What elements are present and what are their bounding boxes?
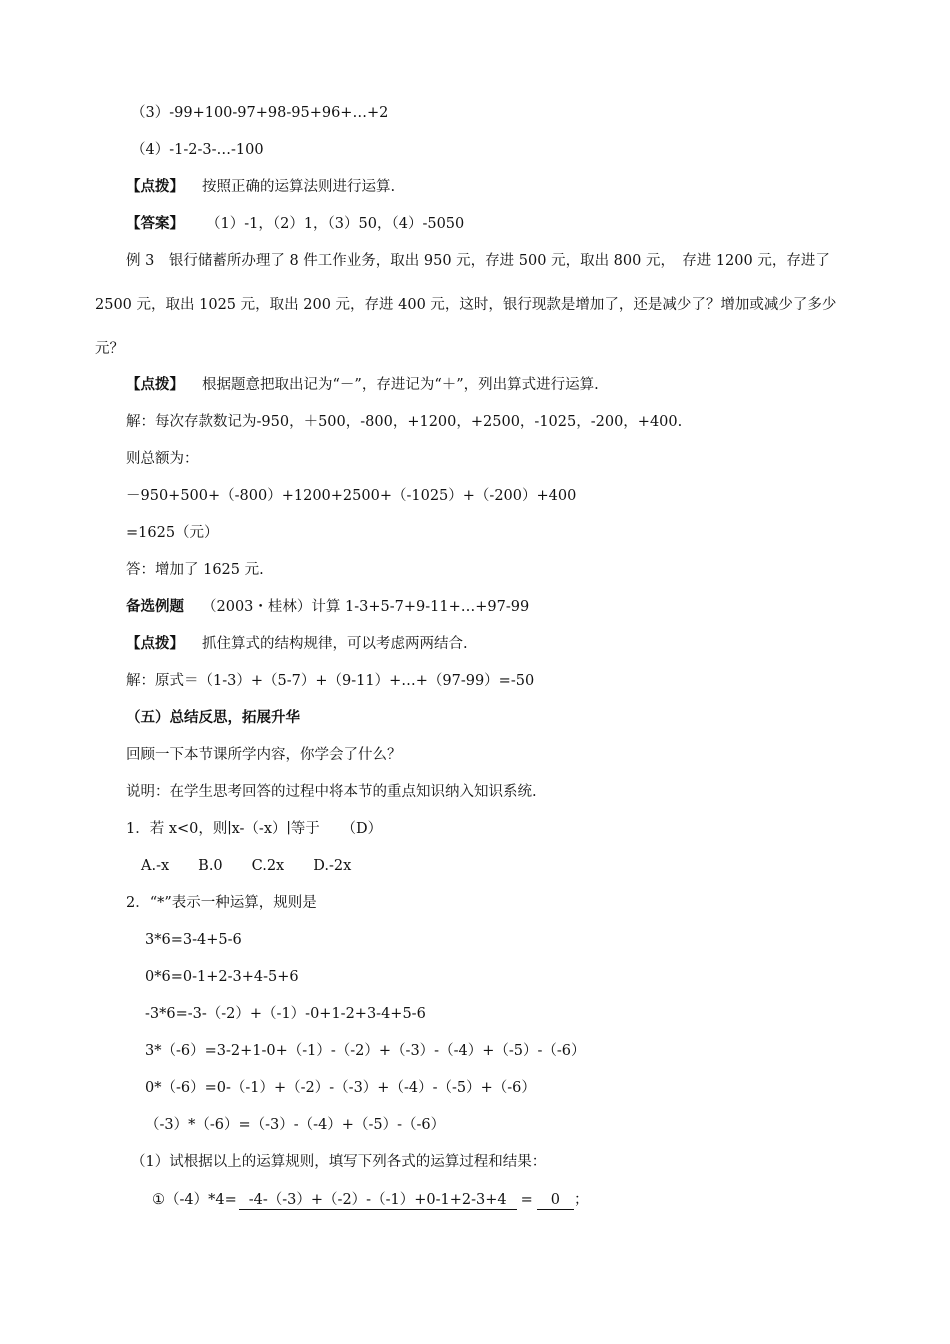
exercise-2: 2．“*”表示一种运算，规则是: [126, 895, 317, 911]
fill-end: ；: [573, 1192, 589, 1208]
answer-line: [126, 214, 464, 234]
extra-example: [126, 597, 529, 617]
exercise-1: 1．若 x<0，则∣x-（-x）∣等于 （D）: [126, 821, 383, 837]
rule-line: （-3）*（-6）=（-3）-（-4）+（-5）-（-6）: [145, 1117, 446, 1133]
extra-solution: 解：原式＝（1-3）+（5-7）+（9-11）+…+（97-99）=-50: [126, 673, 535, 689]
answer-text: （1）-1，（2）1，（3）50，（4）-5050: [206, 216, 465, 232]
problem-4: （4）-1-2-3-…-100: [131, 142, 264, 158]
exercise-1-options: A.-x B.0 C.2x D.-2x: [141, 858, 352, 874]
fill-blank-result: 0: [537, 1191, 574, 1210]
exercise-2-part-1: （1）试根据以上的运算规则，填写下列各式的运算过程和结果：: [131, 1154, 547, 1170]
rule-line: 0*（-6）=0-（-1）+（-2）-（-3）+（-4）-（-5）+（-6）: [145, 1080, 536, 1096]
total-label: 则总额为：: [126, 451, 199, 467]
extra-text: （2003・桂林）计算 1-3+5-7+9-11+…+97-99: [202, 599, 530, 615]
fill-in-line: [152, 1190, 588, 1210]
fill-prefix: ①（-4）*4=: [152, 1192, 237, 1208]
answer-statement: 答：增加了 1625 元.: [126, 562, 264, 578]
rule-line: 3*（-6）=3-2+1-0+（-1）-（-2）+（-3）-（-4）+（-5）-（-6）: [145, 1043, 586, 1059]
extra-tag: 备选例题: [126, 598, 184, 615]
fill-equals: =: [520, 1192, 533, 1208]
solution-line: 解：每次存款数记为-950，＋500，-800，+1200，+2500，-1025，-200，+400.: [126, 414, 683, 430]
section-heading: （五）总结反思，拓展升华: [126, 709, 300, 726]
hint-tag: 【点拨】: [126, 376, 184, 393]
hint-text: 按照正确的运算法则进行运算.: [202, 179, 396, 195]
example-3: 例 3 银行储蓄所办理了 8 件工作业务，取出 950 元，存进 500 元，取出 800 元， 存进 1200 元，存进了 2500 元，取出 1025 元，取出 200 元，存进 400 元，这时，银行现款是增加了，还是减少了？增加或减少了多少元？: [95, 253, 837, 357]
rule-line: 0*6=0-1+2-3+4-5+6: [145, 969, 299, 985]
rule-line: -3*6=-3-（-2）+（-1）-0+1-2+3-4+5-6: [145, 1006, 426, 1022]
total-result: =1625（元）: [126, 525, 219, 541]
problem-3: （3）-99+100-97+98-95+96+…+2: [131, 105, 389, 121]
fill-blank-process: -4-（-3）+（-2）-（-1）+0-1+2-3+4: [239, 1191, 517, 1210]
hint-text: 抓住算式的结构规律，可以考虑两两结合.: [202, 636, 468, 652]
hint-2: [126, 375, 599, 395]
hint-tag: 【点拨】: [126, 635, 184, 652]
review-note: 说明：在学生思考回答的过程中将本节的重点知识纳入知识系统.: [126, 784, 537, 800]
answer-tag: 【答案】: [126, 215, 184, 232]
total-expression: －950+500+（-800）+1200+2500+（-1025）+（-200）+400: [126, 488, 577, 504]
hint-1: [126, 177, 395, 197]
review-question: 回顾一下本节课所学内容，你学会了什么？: [126, 747, 402, 763]
hint-text: 根据题意把取出记为“－”，存进记为“＋”，列出算式进行运算.: [202, 377, 599, 393]
rule-line: 3*6=3-4+5-6: [145, 932, 242, 948]
hint-tag: 【点拨】: [126, 178, 184, 195]
hint-3: [126, 634, 468, 654]
